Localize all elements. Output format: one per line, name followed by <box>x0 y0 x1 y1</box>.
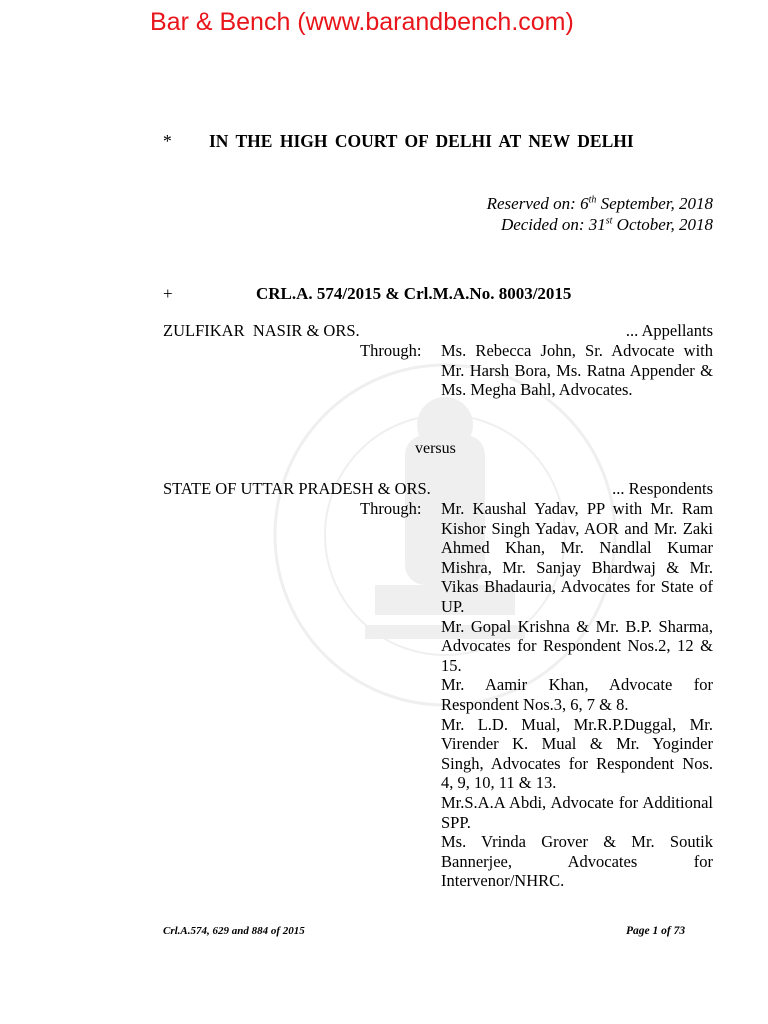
court-title <box>163 131 634 152</box>
counsel-entry: Mr. Aamir Khan, Advocate for Respondent Nos.3, 6, 7 & 8. <box>441 675 713 714</box>
respondents-through-label: Through: <box>360 499 422 518</box>
dates-block <box>487 193 713 235</box>
respondent-role: ... Respondents <box>612 479 713 498</box>
court-marker: * <box>163 131 172 151</box>
appellant-role: ... Appellants <box>625 321 713 340</box>
appellants-counsel <box>441 341 713 400</box>
appellants-line <box>163 321 713 341</box>
counsel-entry: Mr. Gopal Krishna & Mr. B.P. Sharma, Advocates for Respondent Nos.2, 12 & 15. <box>441 616 713 675</box>
appellants-through-label: Through: <box>360 341 422 360</box>
case-marker: + <box>163 284 173 303</box>
respondents-line <box>163 479 713 499</box>
counsel-entry: Ms. Vrinda Grover & Mr. Soutik Bannerjee, Advocates for Intervenor/NHRC. <box>441 832 713 891</box>
case-number-text: CRL.A. 574/2015 & Crl.M.A.No. 8003/2015 <box>256 284 572 303</box>
footer-citation: Crl.A.574, 629 and 884 of 2015 <box>163 925 305 937</box>
page-number: Page 1 of 73 <box>626 925 686 937</box>
reserved-date: Reserved on: 6th September, 2018 <box>486 194 713 213</box>
counsel-entry: Mr. L.D. Mual, Mr.R.P.Duggal, Mr. Virender K. Mual & Mr. Yoginder Singh, Advocates for Respondent Nos. 4, 9, 10, 11 & 13. <box>441 714 713 793</box>
counsel-entry: Mr. Kaushal Yadav, PP with Mr. Ram Kishor Singh Yadav, AOR and Mr. Zaki Ahmed Khan, Mr. Nandlal Kumar Mishra, Mr. Sanjay Bhardwaj & Mr. Vikas Bhadauria, Advocates for State of UP. <box>441 499 713 616</box>
versus-label: versus <box>415 440 456 457</box>
case-number <box>163 284 571 304</box>
counsel-entry: Mr.S.A.A Abdi, Advocate for Additional SPP. <box>441 792 713 832</box>
respondent-name: STATE OF UTTAR PRADESH & ORS. <box>163 479 431 498</box>
appellant-name: ZULFIKAR NASIR & ORS. <box>163 321 360 340</box>
respondents-counsel <box>441 499 713 891</box>
decided-date: Decided on: 31st October, 2018 <box>500 215 713 234</box>
court-name: IN THE HIGH COURT OF DELHI AT NEW DELHI <box>209 131 634 151</box>
site-watermark: Bar & Bench (www.barandbench.com) <box>150 8 574 36</box>
counsel-entry: Ms. Rebecca John, Sr. Advocate with Mr. Harsh Bora, Ms. Ratna Appender & Ms. Megha Bahl, Advocates. <box>441 341 713 400</box>
